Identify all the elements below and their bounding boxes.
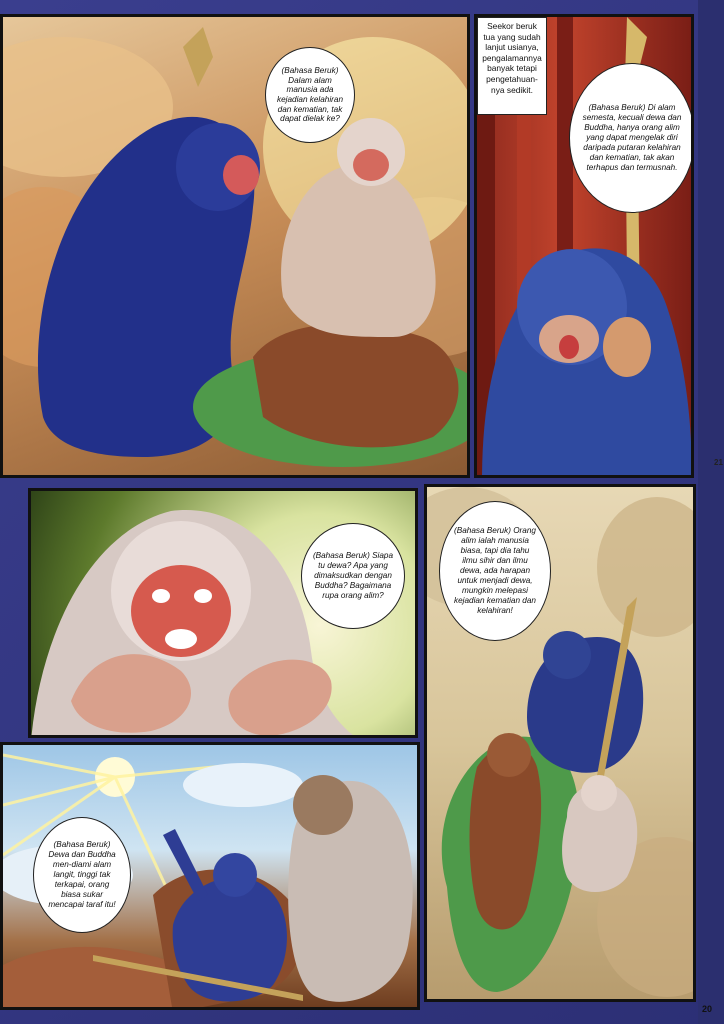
speech-bubble-3 xyxy=(301,523,405,629)
panel-4 xyxy=(424,484,696,1002)
panel-3 xyxy=(28,488,418,738)
speech-bubble-3-text: (Bahasa Beruk) Siapa tu dewa? Apa yang dimaksudkan dengan Buddha? Bagaimana rupa orang alim? xyxy=(312,551,394,600)
speech-bubble-2 xyxy=(569,63,694,213)
speech-bubble-4-text: (Bahasa Beruk) Orang alim ialah manusia biasa, tapi dia tahu ilmu sihir dan ilmu dewa, ada harapan untuk menjadi dewa, mungkin melepasi kejadian kematian dan kelahiran! xyxy=(454,526,536,615)
page-edge-strip xyxy=(698,0,724,1024)
page-number-bottom: 20 xyxy=(702,1004,713,1014)
panel-2 xyxy=(474,14,694,478)
speech-bubble-5-text: (Bahasa Beruk) Dewa dan Buddha men-diami alam langit, tinggi tak terkapai, orang biasa sukar mencapai taraf itu! xyxy=(48,840,116,909)
speech-bubble-1-text: (Bahasa Beruk) Dalam alam manusia ada kejadian kelahiran dan kematian, tak dapat dielak ke? xyxy=(277,66,343,124)
panel-1 xyxy=(0,14,470,478)
speech-bubble-5 xyxy=(33,817,131,933)
speech-bubble-4 xyxy=(439,501,551,641)
speech-bubble-1 xyxy=(265,47,355,143)
page-number-top: 21 xyxy=(714,458,723,467)
narration-caption-text: Seekor beruk tua yang sudah lanjut usianya, pengalamannya banyak tetapi pengetahuan-nya sedikit. xyxy=(482,21,542,95)
panel-1-art xyxy=(3,17,470,478)
panel-5 xyxy=(0,742,420,1010)
narration-caption xyxy=(477,17,547,115)
speech-bubble-2-text: (Bahasa Beruk) Di alam semesta, kecuali dewa dan Buddha, hanya orang alim yang dapat mengelak diri daripada putaran kelahiran dan kematian, tak akan terhapus dan termusnah. xyxy=(582,103,682,172)
